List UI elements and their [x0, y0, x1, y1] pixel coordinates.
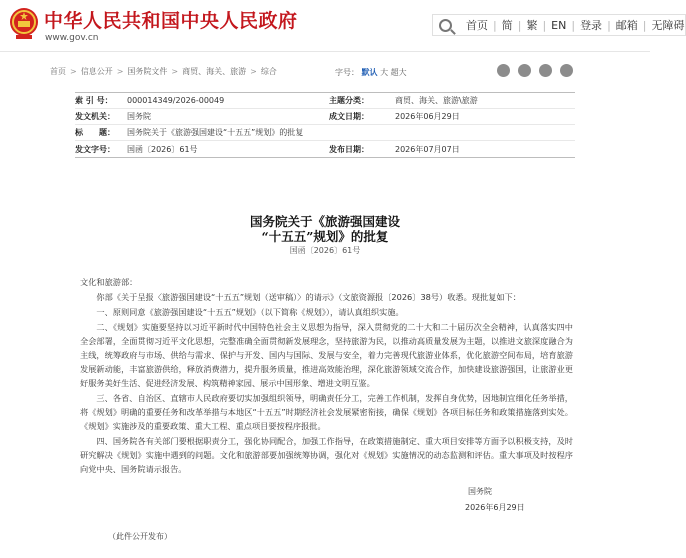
info-row	[75, 125, 575, 141]
doc-number-value: 国函〔2026〕61号	[127, 144, 198, 154]
wechat-share-icon[interactable]	[518, 64, 531, 77]
breadcrumb-separator: >	[116, 66, 124, 76]
breadcrumb-separator: >	[70, 66, 77, 76]
issuer-value: 国务院	[127, 112, 151, 121]
favorite-icon[interactable]	[560, 64, 573, 77]
breadcrumb-home[interactable]: 首页	[50, 66, 66, 76]
nav-accessibility[interactable]: 无障碍	[651, 19, 685, 32]
font-size-large[interactable]: 大	[380, 68, 389, 77]
site-url: www.gov.cn	[45, 33, 99, 43]
top-nav	[432, 14, 686, 36]
salutation: 文化和旅游部：	[80, 277, 138, 287]
breadcrumb-state-council-docs[interactable]: 国务院文件	[127, 66, 168, 76]
nav-separator: |	[642, 18, 647, 32]
qzone-share-icon[interactable]	[539, 64, 552, 77]
signature: 国务院	[468, 487, 492, 496]
site-name[interactable]: 中华人民共和国中央人民政府	[44, 10, 298, 32]
nav-traditional[interactable]: 繁	[526, 19, 538, 32]
weibo-share-icon[interactable]	[497, 64, 510, 77]
article-doc-number: 国函〔2026〕61号	[289, 246, 361, 255]
title-label: 标 题：	[75, 128, 115, 137]
publication-note: （此件公开发布）	[108, 532, 172, 541]
issuer-label: 发文机关：	[75, 112, 115, 121]
document-info-table	[75, 92, 575, 158]
font-size-default[interactable]: 默认	[361, 68, 378, 77]
created-date-label: 成文日期：	[329, 112, 369, 121]
body-paragraph: 一、原则同意《旅游强国建设“十五五”规划》（以下简称《规划》），请认真组织实施。	[96, 307, 404, 317]
nav-separator: |	[607, 18, 611, 32]
created-date-value: 2026年06月29日	[395, 112, 460, 121]
font-size-xlarge[interactable]: 超大	[390, 68, 407, 77]
article-title-line-1: 国务院关于《旅游强国建设	[249, 214, 400, 229]
info-row	[75, 109, 575, 125]
breadcrumb-trade-customs-tourism[interactable]: 商贸、海关、旅游	[182, 66, 247, 76]
share-bar	[497, 64, 573, 77]
nav-separator: |	[571, 18, 576, 32]
doc-number-label: 发文字号：	[75, 144, 115, 154]
body-paragraph: 你部《关于呈报〈旅游强国建设“十五五”规划（送审稿）〉的请示》（文旅资源报〔2026〕38号）收悉。现批复如下：	[96, 292, 521, 302]
info-row	[75, 93, 575, 109]
body-paragraph: 四、国务院各有关部门要根据职责分工，强化协同配合，加强工作指导，在政策措施制定、重大项目安排等方面予以积极支持，及时研究解决《规划》实施中遇到的问题。文化和旅游部要加强统筹协调，强化对《规划》实施情况的动态监测和评估。重大事项及时按程序向党中央、国务院请示报告。	[80, 436, 573, 474]
index-label: 索 引 号：	[75, 96, 113, 105]
published-date-label: 发布日期：	[329, 144, 369, 154]
published-date-value: 2026年07月07日	[395, 144, 460, 154]
breadcrumb-separator: >	[171, 66, 179, 76]
article-title-line-2: “十五五”规划》的批复	[261, 229, 389, 244]
nav-login[interactable]: 登录	[580, 19, 603, 32]
article-body	[80, 275, 573, 477]
body-paragraph: 二、《规划》实施要坚持以习近平新时代中国特色社会主义思想为指导，深入贯彻党的二十大和二十届历次全会精神，认真落实四中全会部署，全面贯彻习近平文化思想，完整准确全面贯彻新发展理念，坚持旅游为民，以推动高质量发展为主题，以推进文旅深度融合为主线，统筹政府与市场、供给与需求、保护与开发、国内与国际、发展与安全，着力完善现代旅游业体系，优化旅游空间布局，培育旅游发展新动能，丰富旅游供给，释放消费潜力，提升服务质量，推进高效能治理，深化旅游领域交流合作，加快建设旅游强国，让旅游业更好服务美好生活、促进经济发展、构筑精神家园、展示中国形象、增进文明互鉴。	[80, 322, 573, 388]
info-row	[75, 141, 575, 157]
body-paragraph: 三、各省、自治区、直辖市人民政府要切实加强组织领导，明确责任分工，完善工作机制，发挥自身优势，因地制宜细化任务举措，将《规划》明确的重要任务和改革举措与本地区“十五五”时期经济社会发展紧密衔接，确保《规划》各项目标任务和政策措施落到实处。《规划》实施涉及的重要政策、重大工程、重点项目要按程序报批。	[80, 393, 573, 431]
category-value: 商贸、海关、旅游\旅游	[395, 96, 478, 105]
nav-english[interactable]: EN	[551, 18, 567, 32]
breadcrumb-info-disclosure[interactable]: 信息公开	[80, 66, 113, 76]
font-size-switcher	[335, 67, 407, 78]
nav-mailbox[interactable]: 邮箱	[615, 19, 638, 32]
breadcrumb-general[interactable]: 综合	[260, 66, 277, 76]
title-value: 国务院关于《旅游强国建设“十五五”规划》的批复	[127, 128, 304, 137]
signature-date: 2026年6月29日	[465, 503, 525, 512]
search-icon[interactable]	[439, 19, 452, 32]
font-size-label: 字号：	[335, 68, 359, 77]
nav-separator: |	[517, 18, 522, 32]
category-label: 主题分类：	[329, 96, 369, 105]
national-emblem-icon[interactable]	[8, 6, 40, 40]
nav-simplified[interactable]: 简	[501, 19, 513, 32]
nav-separator: |	[542, 18, 547, 32]
site-header	[0, 0, 685, 52]
nav-separator: |	[493, 18, 497, 32]
index-value: 000014349/2026-00049	[127, 96, 225, 105]
nav-home[interactable]: 首页	[466, 19, 488, 32]
breadcrumb-separator: >	[250, 66, 257, 76]
